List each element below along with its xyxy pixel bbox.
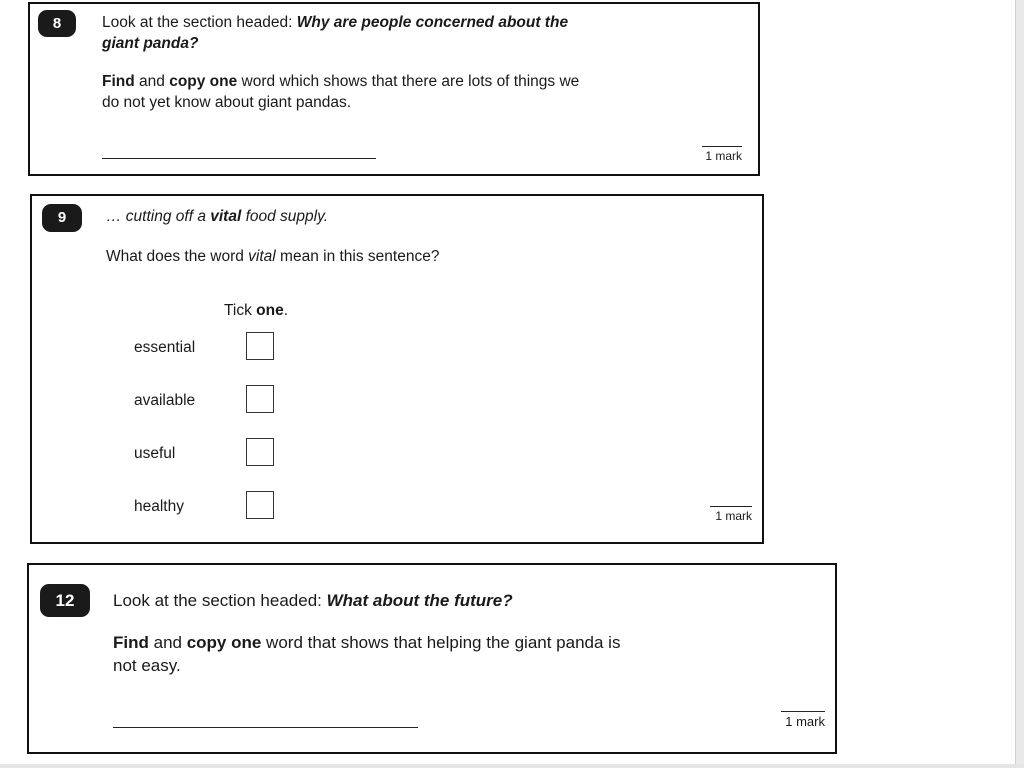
question-12-instruction: Find and copy one word that shows that helping the giant panda is xyxy=(113,633,621,652)
question-12-answer-line[interactable] xyxy=(113,727,418,728)
checkbox-useful[interactable] xyxy=(246,438,274,466)
question-12-panel xyxy=(27,563,837,754)
question-8-answer-line[interactable] xyxy=(102,158,376,159)
checkbox-essential[interactable] xyxy=(246,332,274,360)
option-label-available: available xyxy=(134,392,196,409)
question-8-instruction-cont: do not yet know about giant pandas. xyxy=(102,94,352,111)
question-8-instruction: Find and copy one word which shows that there are lots of things we xyxy=(102,73,580,90)
option-label-useful: useful xyxy=(134,445,176,462)
checkbox-available[interactable] xyxy=(246,385,274,413)
question-8-prompt: Look at the section headed: Why are people concerned about the xyxy=(102,14,569,31)
page-edge-bottom xyxy=(0,764,1024,768)
question-9-quote: … cutting off a vital food supply. xyxy=(106,208,329,225)
page-edge-right xyxy=(1015,0,1024,768)
question-12-number: 12 xyxy=(40,584,90,617)
question-12-prompt: Look at the section headed: What about the future? xyxy=(113,591,513,610)
question-9-panel xyxy=(30,194,764,544)
question-9-tick-instruction: Tick one. xyxy=(224,302,289,319)
question-9-number: 9 xyxy=(42,204,82,232)
option-label-healthy: healthy xyxy=(134,498,184,515)
question-8-panel xyxy=(28,2,760,176)
checkbox-healthy[interactable] xyxy=(246,491,274,519)
question-12-instruction-cont: not easy. xyxy=(113,656,181,675)
question-8-mark: 1 mark xyxy=(702,146,742,163)
question-8-heading-cont: giant panda? xyxy=(102,35,199,52)
option-label-essential: essential xyxy=(134,339,196,356)
question-8-number: 8 xyxy=(38,10,76,37)
question-9-prompt: What does the word vital mean in this sentence? xyxy=(106,248,440,265)
question-12-mark: 1 mark xyxy=(781,711,825,729)
question-9-mark: 1 mark xyxy=(710,506,752,523)
